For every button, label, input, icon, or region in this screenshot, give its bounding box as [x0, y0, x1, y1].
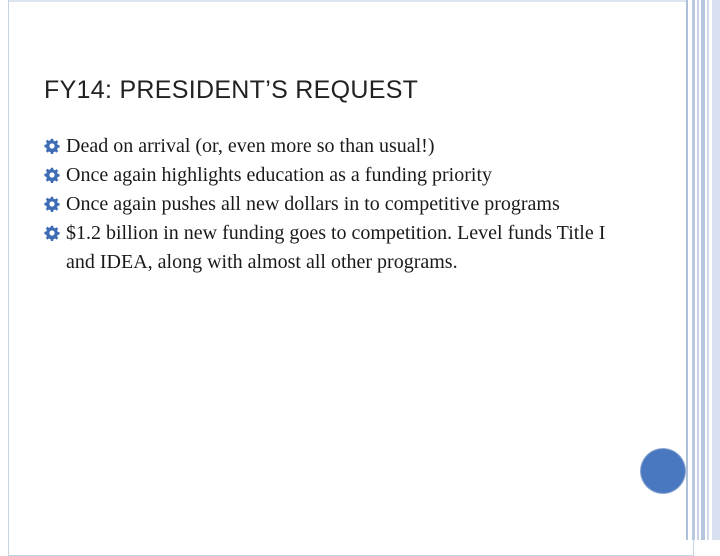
slide-title: FY14: PRESIDENT’S REQUEST	[44, 76, 419, 104]
gear-icon	[44, 196, 60, 212]
decor-stripe	[692, 0, 695, 540]
bullet-item	[44, 161, 624, 190]
gear-icon	[44, 138, 60, 154]
bullet-item	[44, 219, 624, 277]
decor-stripe	[707, 0, 709, 540]
bullet-text: $1.2 billion in new funding goes to competition. Level funds Title I and IDEA, along with almost all other programs.	[66, 222, 606, 273]
bullet-item	[44, 132, 624, 161]
bullet-item	[44, 190, 624, 219]
bullet-text: Once again pushes all new dollars in to competitive programs	[66, 193, 560, 215]
gear-icon	[44, 225, 60, 241]
decor-stripe	[686, 0, 688, 540]
gear-icon	[44, 167, 60, 183]
bullet-text: Dead on arrival (or, even more so than usual!)	[66, 135, 435, 157]
bullet-text: Once again highlights education as a funding priority	[66, 164, 493, 186]
decorative-circle	[641, 449, 685, 493]
bullet-list	[44, 132, 624, 277]
decor-stripe	[701, 0, 705, 540]
decor-stripe	[697, 0, 699, 540]
decor-stripe	[712, 0, 720, 540]
